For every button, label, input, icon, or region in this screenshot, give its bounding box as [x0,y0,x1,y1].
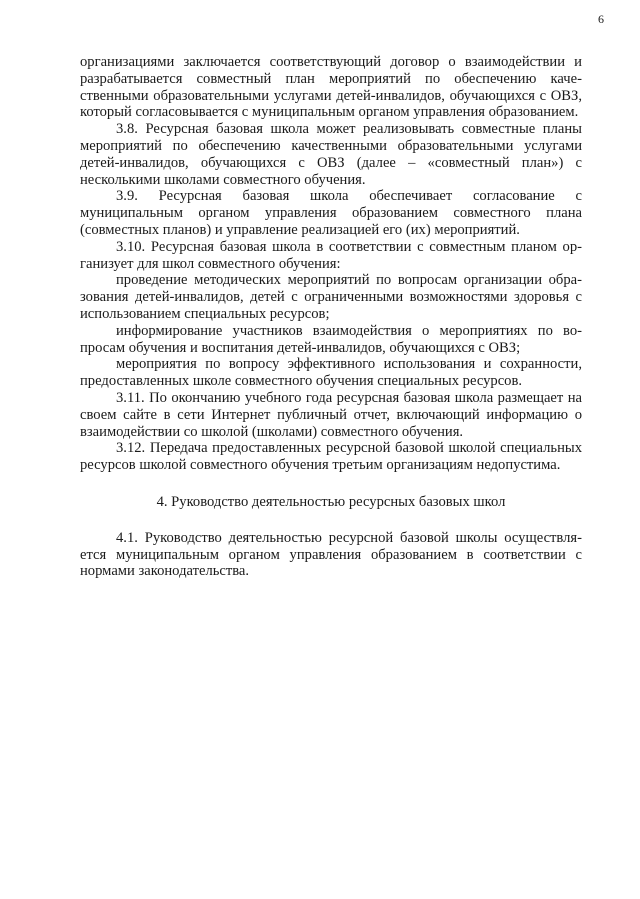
paragraph-3-10: 3.10. Ресурсная базовая школа в соответствии с совместным планом организует для школ совместного обучения: [80,238,582,272]
paragraph-3-9: 3.9. Ресурсная базовая школа обеспечивает согласование с муниципальным органом управления образованием совместного плана (совместных планов) и управление реализацией его (их) мероприятий. [80,188,582,238]
paragraph-3-8: 3.8. Ресурсная базовая школа может реализовывать совместные планы мероприятий по обеспечению качественными образовательными услугами детей-инвалидов, обучающихся с ОВЗ (далее – «совместный план») с несколькими школами совместного обучения. [80,121,582,188]
document-body [80,54,582,580]
section-heading: 4. Руководство деятельностью ресурсных базовых школ [156,493,506,510]
paragraph-4-1: 4.1. Руководство деятельностью ресурсной базовой школы осуществляется муниципальным органом управления образованием в соответствии с нормами законодательства. [80,529,582,580]
paragraph-3-11: 3.11. По окончанию учебного года ресурсная базовая школа размещает на своем сайте в сети Интернет публичный отчет, включающий информацию о взаимодействии со школой (школами) совместного обучения. [80,389,582,440]
page-number: 6 [598,12,604,26]
list-item-resource-use: мероприятия по вопросу эффективного использования и сохранности, предоставленных школе совместного обучения специальных ресурсов. [80,356,582,390]
list-item-informing: информирование участников взаимодействия о мероприятиях по вопросам обучения и воспитания детей-инвалидов, обучающихся с ОВЗ; [80,322,582,356]
list-item-methodical-events: проведение методических мероприятий по вопросам организации образования детей-инвалидов, детей с ограниченными возможностями здоровья с использованием специальных ресурсов; [80,272,582,322]
paragraph-continuation: организациями заключается соответствующий договор о взаимодействии и разрабатывается совместный план мероприятий по обеспечению качественными образовательными услугами детей-инвалидов, обучающихся с ОВЗ, который согласовывается с муниципальным органом управления образованием. [80,54,582,121]
paragraph-3-12: 3.12. Передача предоставленных ресурсной базовой школой специальных ресурсов школой совместного обучения третьим организациям недопустима. [80,440,582,474]
